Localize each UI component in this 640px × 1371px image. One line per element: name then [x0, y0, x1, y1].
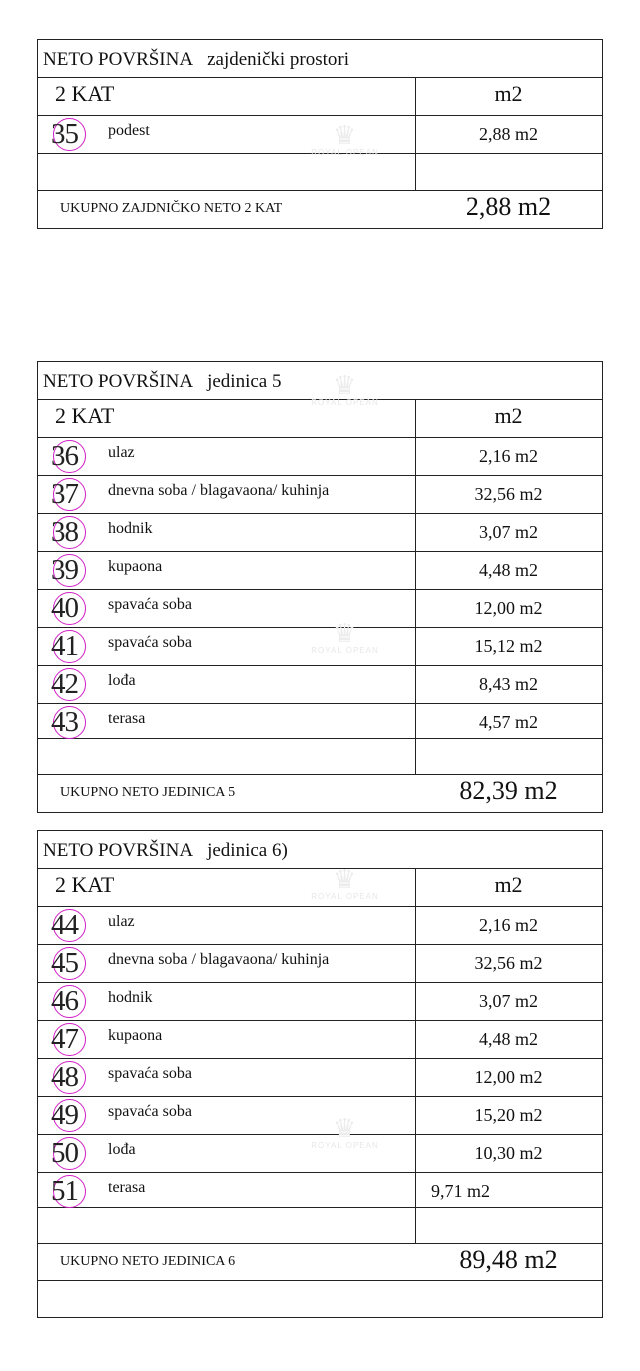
- room-number: 51: [53, 1175, 86, 1208]
- room-area: 10,30 m2: [474, 1143, 543, 1163]
- table-title: NETO POVRŠINA jedinica 5: [43, 371, 282, 392]
- floor-header-row: [38, 869, 602, 907]
- crown-icon: ♛: [332, 1113, 358, 1143]
- table-common-areas: [37, 39, 603, 229]
- floor-label: 2 KAT: [55, 403, 115, 428]
- crown-icon: ♛: [332, 120, 358, 150]
- room-area: 2,88 m2: [478, 124, 538, 144]
- table-row: [38, 1021, 602, 1059]
- table-row: [38, 1059, 602, 1097]
- room-name: spavaća soba: [108, 1103, 192, 1120]
- table-title: NETO POVRŠINA jedinica 6): [43, 840, 288, 861]
- table-row: [38, 983, 602, 1021]
- room-name: kupaona: [108, 558, 163, 575]
- table-row: [38, 116, 602, 154]
- total-row: [38, 191, 602, 228]
- room-area: 15,12 m2: [474, 636, 543, 656]
- table-row: [38, 438, 602, 476]
- room-number: 38: [53, 516, 86, 549]
- table-row: [38, 476, 602, 514]
- room-number: 47: [53, 1023, 86, 1056]
- total-row: [38, 1244, 602, 1281]
- total-label: UKUPNO NETO JEDINICA 5: [60, 785, 236, 800]
- watermark: ♛ ROYAL OPEAN: [295, 122, 395, 157]
- table-row: [38, 907, 602, 945]
- empty-row: [38, 154, 602, 191]
- total-value: 89,48 m2: [459, 1245, 558, 1274]
- table-row: [38, 1173, 602, 1208]
- room-name: terasa: [108, 1179, 146, 1196]
- room-number: 36: [53, 440, 86, 473]
- crown-icon: ♛: [332, 370, 358, 400]
- room-area: 32,56 m2: [474, 953, 543, 973]
- room-number: 46: [53, 985, 86, 1018]
- unit-label: m2: [494, 403, 523, 428]
- table-title-row: [38, 40, 602, 78]
- floor-header-row: [38, 78, 602, 116]
- room-area: 12,00 m2: [474, 1067, 543, 1087]
- room-name: hodnik: [108, 989, 153, 1006]
- room-number: 50: [53, 1137, 86, 1170]
- table-title-row: [38, 831, 602, 869]
- table-title: NETO POVRŠINA zajdenički prostori: [43, 49, 350, 70]
- total-label: UKUPNO NETO JEDINICA 6: [60, 1254, 236, 1269]
- room-area: 9,71 m2: [431, 1181, 491, 1201]
- room-area: 3,07 m2: [478, 991, 538, 1011]
- room-number: 42: [53, 668, 86, 701]
- unit-label: m2: [494, 81, 523, 106]
- room-name: kupaona: [108, 1027, 163, 1044]
- table-unit-5: [37, 361, 603, 813]
- room-area: 4,48 m2: [478, 1029, 538, 1049]
- room-area: 15,20 m2: [474, 1105, 543, 1125]
- total-row: [38, 775, 602, 812]
- total-label: UKUPNO ZAJDNIČKO NETO 2 KAT: [60, 201, 283, 216]
- room-number: 45: [53, 947, 86, 980]
- room-name: podest: [108, 122, 150, 139]
- unit-label: m2: [494, 872, 523, 897]
- room-name: dnevna soba / blagavaona/ kuhinja: [108, 482, 330, 499]
- watermark: ♛ ROYAL OPEAN: [295, 1115, 395, 1150]
- room-area: 3,07 m2: [478, 522, 538, 542]
- room-number: 37: [53, 478, 86, 511]
- table-row: [38, 666, 602, 704]
- table-title-row: [38, 362, 602, 400]
- floor-label: 2 KAT: [55, 872, 115, 897]
- crown-icon: ♛: [332, 864, 358, 894]
- table-row: [38, 1097, 602, 1135]
- room-name: hodnik: [108, 520, 153, 537]
- empty-row: [38, 739, 602, 775]
- table-row: [38, 552, 602, 590]
- table-row: [38, 628, 602, 666]
- floor-label: 2 KAT: [55, 81, 115, 106]
- watermark: ♛ ROYAL OPEAN: [295, 372, 395, 407]
- room-number: 48: [53, 1061, 86, 1094]
- room-area: 4,48 m2: [478, 560, 538, 580]
- table-row: [38, 945, 602, 983]
- room-area: 12,00 m2: [474, 598, 543, 618]
- floor-header-row: [38, 400, 602, 438]
- table-row: [38, 590, 602, 628]
- room-area: 32,56 m2: [474, 484, 543, 504]
- room-name: lođa: [108, 672, 136, 689]
- room-number: 35: [53, 118, 86, 151]
- room-area: 8,43 m2: [478, 674, 538, 694]
- room-area: 2,16 m2: [478, 446, 538, 466]
- table-row: [38, 514, 602, 552]
- empty-row: [38, 1208, 602, 1244]
- table-row: [38, 1135, 602, 1173]
- total-value: 2,88 m2: [465, 192, 552, 221]
- room-number: 39: [53, 554, 86, 587]
- empty-row: [38, 1281, 602, 1317]
- room-area: 2,16 m2: [478, 915, 538, 935]
- table-row: [38, 704, 602, 739]
- room-number: 44: [53, 909, 86, 942]
- room-name: ulaz: [108, 444, 135, 461]
- room-name: dnevna soba / blagavaona/ kuhinja: [108, 951, 330, 968]
- room-number: 40: [53, 592, 86, 625]
- room-number: 49: [53, 1099, 86, 1132]
- total-value: 82,39 m2: [459, 776, 558, 805]
- crown-icon: ♛: [332, 618, 358, 648]
- room-number: 41: [53, 630, 86, 663]
- watermark: ♛ ROYAL OPEAN: [295, 620, 395, 655]
- room-name: lođa: [108, 1141, 136, 1158]
- room-area: 4,57 m2: [478, 712, 538, 732]
- room-name: spavaća soba: [108, 634, 192, 651]
- table-unit-6: [37, 830, 603, 1318]
- room-name: ulaz: [108, 913, 135, 930]
- room-name: spavaća soba: [108, 1065, 192, 1082]
- room-name: spavaća soba: [108, 596, 192, 613]
- room-name: terasa: [108, 710, 146, 727]
- watermark: ♛ ROYAL OPEAN: [295, 866, 395, 901]
- room-number: 43: [53, 706, 86, 739]
